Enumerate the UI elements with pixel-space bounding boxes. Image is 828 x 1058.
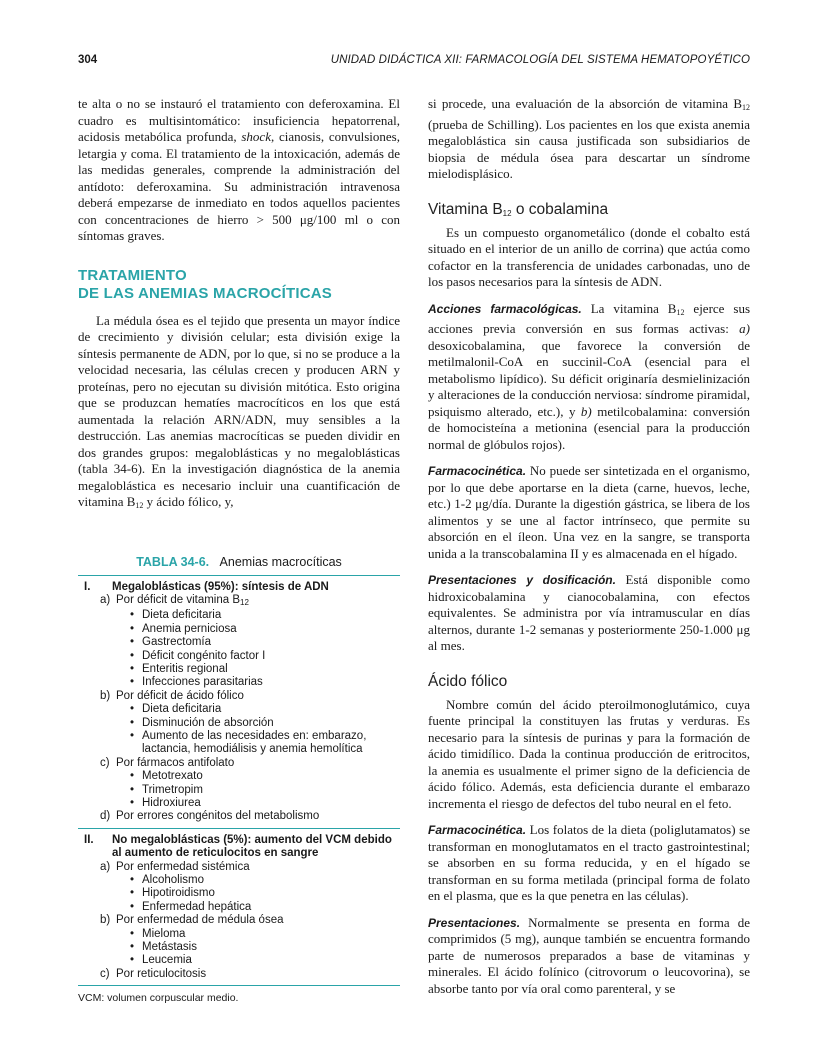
page-number: 304	[78, 54, 98, 66]
paragraph-iron-intoxication: te alta o no se instauró el tratamiento con deferoxamina. El cuadro es multisintomático: insuficiencia hepatorrenal, acidosis metabólica profunda, shock, cianosis, convulsiones, letargia y coma. El tratamiento de la intoxicación, además de las medidas generales, comprende la administración del antídoto: deferoxamina. Su administración intravenosa deberá empezarse de inmediato en todos aquellos pacientes con concentraciones de hierro > 500 μg/100 ml o con síntomas graves.	[78, 96, 400, 243]
list-item: • Dieta deficitaria	[130, 609, 400, 622]
paragraph-schilling: si procede, una evaluación de la absorción de vitamina $B_{12}$ (prueba de Schilling). Los pacientes en los que exista anemia megaloblástica sin causa justificada son subsidiarios de biopsia de médula ósea para descartar un síndrome mielodisplásico.	[428, 96, 750, 181]
list-item: • Gastrectomía	[130, 636, 400, 649]
list-bone-marrow-disease	[78, 928, 400, 968]
list-item: • Enteritis regional	[130, 663, 400, 676]
paragraph-b12-presentations: Presentaciones y dosificación. Está disponible como hidroxicobalamina y cianocobalamina, con efectos equivalentes. Se administra por vía intramuscular en días alternos, durante 1-2 semanas y posteriormente 250-1.000 μg al mes.	[428, 572, 750, 653]
paragraph-folic-intro: Nombre común del ácido pteroilmonoglutámico, cuya fuente principal la constituyen las frutas y verduras. Es necesario para la síntesis de purinas y para la formación de ácido timidílico. Dada la continua producción de eritrocitos, la anemia es usualmente el primer signo de la deficiencia de ácido fólico. Además, esta deficiencia durante el embarazo incrementa el riesgo de defectos del tubo neural en el feto.	[428, 696, 750, 811]
right-column	[428, 96, 750, 997]
list-item: • Mieloma	[130, 928, 400, 941]
paragraph-b12-intro: Es un compuesto organometálico (donde el cobalto está situado en el interior de un anillo de corrina) que actúa como cofactor en la transferencia de unidades carbonadas, uno de los pasos necesarios para la síntesis de ADN.	[428, 224, 750, 289]
paragraph-macrocytic-intro: La médula ósea es el tejido que presenta un mayor índice de crecimiento y división celular; esta división exige la síntesis permanente de ADN, por lo que, si no se produce a la velocidad necesaria, las células crecen y producen ARN y proteínas, pero no ejecutan su división mitótica. Esto origina que se produzcan hematíes macrocíticos en los que está aumentada la relación ARN/ADN, muy sensibles a la destrucción. Las anemias macrocíticas se pueden dividir en dos grandes grupos: megaloblásticas y no megaloblásticas (tabla 34-6). En la investigación diagnóstica de la anemia megaloblástica es necesario incluir una cuantificación de vitamina $B_{12}$ y ácido fólico, y,	[78, 312, 400, 510]
table-group-megaloblastic: I. Megaloblásticas (95%): síntesis de ADN a) Por déficit de vitamina $B_{12}$ • Dieta deficitaria • Anemia perniciosa • Gastrectomía • Déficit congénito factor I • Enteritis regional • Infecciones parasitarias b) Por déficit de ácido fólico • Dieta deficitaria • Disminución de absorción • Aumento de las necesidades en: embarazo, lactancia, hemodiálisis y anemia hemolítica c) Por fármacos antifolato • Metotrexato • Trimetropim • Hidroxiurea d) Por errores congénitos del metabolismo	[78, 576, 400, 828]
list-item: • Hipotiroidismo	[130, 887, 400, 900]
list-item: • Dieta deficitaria	[130, 703, 400, 716]
list-item: • Anemia perniciosa	[130, 623, 400, 636]
table-footnote: VCM: volumen corpuscular medio.	[78, 985, 400, 1004]
list-item: • Leucemia	[130, 954, 400, 967]
paragraph-b12-pharmacokinetics: Farmacocinética. No puede ser sintetizada en el organismo, por lo que debe aportarse en la dieta (carne, huevos, leche, etc.) 1-2 μg/día. Durante la digestión gástrica, se libera de los alimentos y se une al factor intrínseco, que permite su absorción en el íleon. Una vez en la sangre, se transporta unida a la transcobalamina II y es almacenada en el hígado.	[428, 463, 750, 561]
list-item: • Trimetropim	[130, 784, 400, 797]
list-folic-deficit	[78, 703, 400, 757]
list-item: • Alcoholismo	[130, 874, 400, 887]
list-item: • Hidroxiurea	[130, 797, 400, 810]
subheading-folic-acid: Ácido fólico	[428, 672, 508, 690]
paragraph-folic-presentations: Presentaciones. Normalmente se presenta en forma de comprimidos (5 mg), aunque también se encuentra formando parte de numerosos preparados a base de vitaminas y minerales. El ácido folínico (citrovorum o leucovorina), se absorbe tanto por vía oral como parenteral, y se	[428, 914, 750, 996]
list-item: • Aumento de las necesidades en: embarazo, lactancia, hemodiálisis y anemia hemolítica	[130, 730, 400, 757]
running-header	[78, 54, 750, 70]
section-heading-macrocytic: TRATAMIENTO DE LAS ANEMIAS MACROCÍTICAS	[78, 266, 333, 302]
running-title: UNIDAD DIDÁCTICA XII: FARMACOLOGÍA DEL SISTEMA HEMATOPOYÉTICO	[330, 54, 750, 66]
list-item: • Metotrexato	[130, 770, 400, 783]
left-column	[78, 96, 400, 1004]
paragraph-b12-actions: Acciones farmacológicas. La vitamina $B_{12}$ ejerce sus acciones previa conversión en sus formas activas: a) desoxicobalamina, que favorece la conversión de metilmalonil-CoA en succinil-CoA (esencial para el metabolismo lipídico). Su déficit originaría desmielinización y alteraciones de la conducción nerviosa: síndrome piramidal, psiquismo alterado, etc.), y b) metilcobalamina: conversión de homocisteína a metionina (esencial para la producción normal de glóbulos rojos).	[428, 300, 751, 452]
subheading-vitamin-b12: Vitamina $B_{12}$ o cobalamina	[428, 200, 609, 218]
list-item: • Disminución de absorción	[130, 717, 400, 730]
table-group-non-megaloblastic: II. No megaloblásticas (5%): aumento del VCM debido al aumento de reticulocitos en sangre a) Por enfermedad sistémica • Alcoholismo • Hipotiroidismo • Enfermedad hepática b) Por enfermedad de médula ósea • Mieloma • Metástasis • Leucemia c) Por reticulocitosis	[78, 828, 400, 985]
paragraph-folic-pharmacokinetics: Farmacocinética. Los folatos de la dieta (poliglutamatos) se transforman en monoglutamatos en el tracto gastrointestinal; se absorben en su forma reducida, y en el hígado se transforman en su forma metilada (principal forma de folato en el plasma, que es la que penetra en las células).	[428, 822, 750, 903]
list-item: • Infecciones parasitarias	[130, 676, 400, 689]
list-b12-deficit	[78, 609, 400, 689]
table-caption: TABLA 34-6. Anemias macrocíticas	[78, 555, 400, 576]
list-item: • Enfermedad hepática	[130, 901, 400, 914]
list-systemic-disease	[78, 874, 400, 914]
list-item: • Déficit congénito factor I	[130, 650, 400, 663]
list-antifolate-drugs	[78, 770, 400, 810]
table-34-6	[78, 555, 400, 1005]
list-item: • Metástasis	[130, 941, 400, 954]
